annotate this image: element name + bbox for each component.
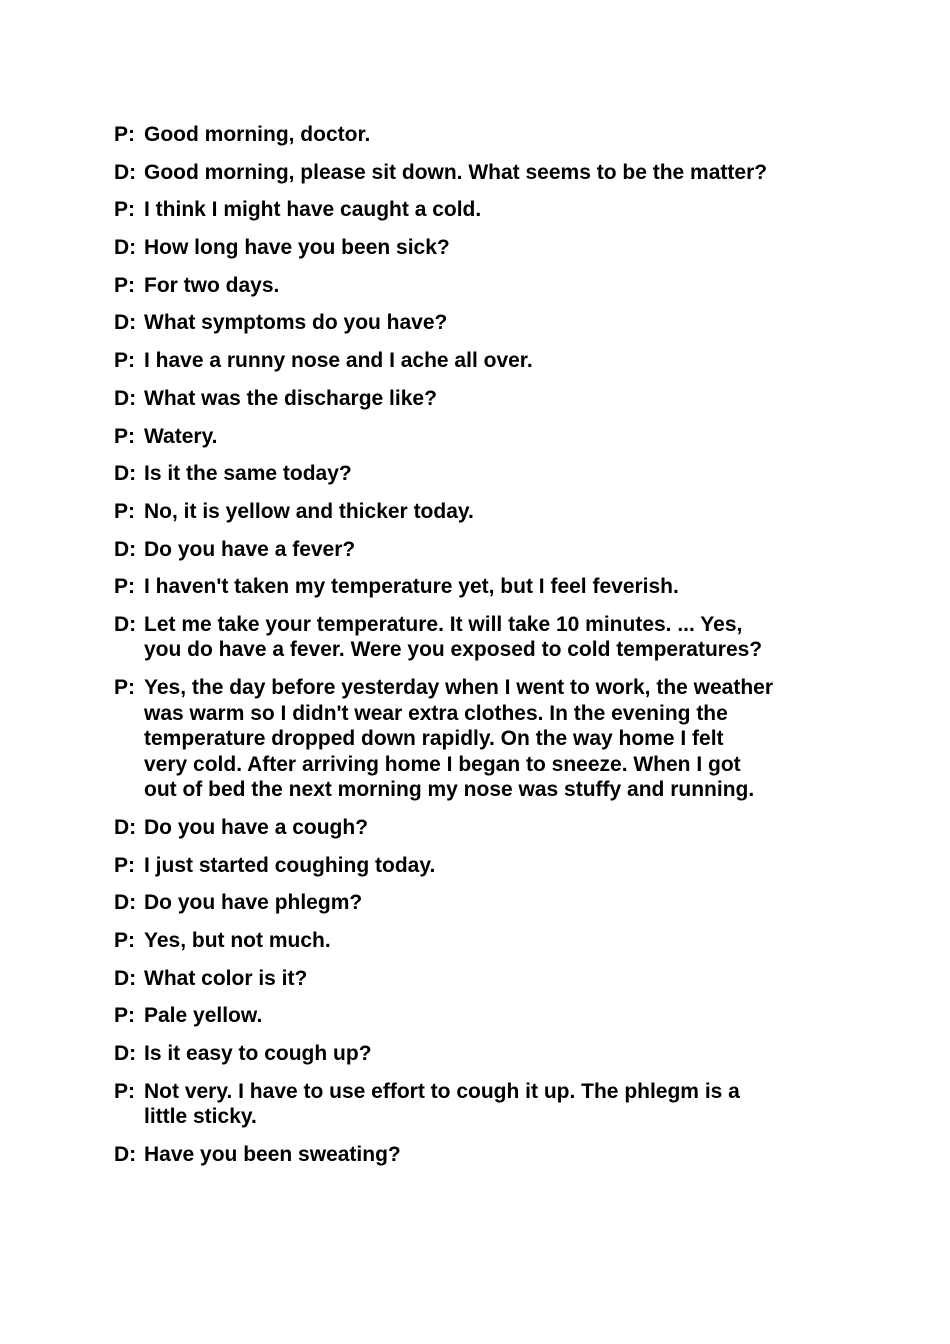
dialogue-line [114,537,824,563]
utterance-line: What symptoms do you have? [144,311,448,335]
utterance-line: How long have you been sick? [144,236,450,260]
utterance-text [144,574,824,600]
utterance-line: Let me take your temperature. It will take 10 minutes. ... Yes, [144,612,743,636]
utterance-line: I just started coughing today. [144,853,436,877]
utterance-line: Do you have a fever? [144,537,356,561]
utterance-line: No, it is yellow and thicker today. [144,499,474,523]
utterance-line: Is it the same today? [144,462,352,486]
speaker-label: D: [114,966,137,990]
utterance-text [144,310,824,336]
utterance-line: Pale yellow. [144,1004,263,1028]
dialogue-line [114,197,824,223]
dialogue-line [114,928,824,954]
dialogue-line [114,273,824,299]
speaker-label: D: [114,612,137,636]
utterance-line: Good morning, please sit down. What seems to be the matter? [144,160,768,184]
utterance-line: What was the discharge like? [144,386,437,410]
speaker-label: P: [114,123,135,146]
utterance-text [144,122,824,148]
speaker-label: P: [114,424,135,448]
utterance-line: Is it easy to cough up? [144,1041,372,1065]
utterance-line: Do you have phlegm? [144,891,363,915]
dialogue-line [114,815,824,841]
speaker-label: P: [114,928,135,952]
utterance-text [144,612,824,663]
speaker-label: D: [114,891,137,915]
utterance-text [144,1003,824,1029]
speaker-label: D: [114,537,137,561]
speaker-label: D: [114,1041,137,1065]
speaker-label: D: [114,236,137,260]
utterance-line: What color is it? [144,966,308,990]
speaker-label: D: [114,462,137,486]
utterance-line: I haven't taken my temperature yet, but I feel feverish. [144,575,679,599]
dialogue-line [114,1041,824,1067]
dialogue-line [114,675,824,803]
utterance-text [144,160,824,186]
dialogue-line [114,386,824,412]
utterance-line: you do have a fever. Were you exposed to cold temperatures? [144,638,763,662]
speaker-label: P: [114,853,135,877]
dialogue-line [114,1003,824,1029]
utterance-text [144,890,824,916]
speaker-label: D: [114,160,137,184]
utterance-line: out of bed the next morning my nose was stuffy and running. [144,778,755,802]
utterance-line: Have you been sweating? [144,1142,401,1166]
speaker-label: P: [114,1079,135,1103]
utterance-line: temperature dropped down rapidly. On the way home I felt [144,727,724,751]
dialogue-line [114,1142,824,1168]
dialogue-line [114,499,824,525]
dialogue-line [114,122,824,148]
dialogue-line [114,310,824,336]
utterance-line: For two days. [144,273,280,297]
speaker-label: P: [114,1004,135,1028]
utterance-line: I have a runny nose and I ache all over. [144,349,533,373]
utterance-text [144,675,824,803]
speaker-label: P: [114,349,135,373]
utterance-line: Good morning, doctor. [144,123,371,146]
utterance-text [144,1142,824,1168]
speaker-label: D: [114,815,137,839]
utterance-line: Yes, the day before yesterday when I went to work, the weather [144,676,774,700]
utterance-line: very cold. After arriving home I began to sneeze. When I got [144,752,741,776]
utterance-line: Yes, but not much. [144,928,331,952]
speaker-label: P: [114,499,135,523]
dialogue-transcript [114,122,824,1180]
dialogue-line [114,853,824,879]
dialogue-line [114,424,824,450]
speaker-label: P: [114,273,135,297]
utterance-text [144,424,824,450]
utterance-text [144,1079,824,1130]
utterance-text [144,499,824,525]
dialogue-line [114,890,824,916]
utterance-text [144,537,824,563]
dialogue-line [114,612,824,663]
dialogue-line [114,160,824,186]
dialogue-line [114,1079,824,1130]
utterance-text [144,966,824,992]
speaker-label: P: [114,575,135,599]
utterance-text [144,928,824,954]
utterance-line: I think I might have caught a cold. [144,198,482,222]
utterance-line: Watery. [144,424,218,448]
utterance-text [144,273,824,299]
speaker-label: P: [114,676,135,700]
dialogue-line [114,966,824,992]
dialogue-line [114,461,824,487]
utterance-line: Do you have a cough? [144,815,369,839]
utterance-text [144,461,824,487]
utterance-text [144,815,824,841]
speaker-label: P: [114,198,135,222]
dialogue-line [114,574,824,600]
utterance-text [144,386,824,412]
dialogue-line [114,348,824,374]
dialogue-line [114,235,824,261]
speaker-label: D: [114,311,137,335]
utterance-text [144,348,824,374]
utterance-line: was warm so I didn't wear extra clothes. In the evening the [144,701,728,725]
utterance-line: little sticky. [144,1105,257,1129]
utterance-text [144,1041,824,1067]
utterance-line: Not very. I have to use effort to cough it up. The phlegm is a [144,1079,740,1103]
utterance-text [144,235,824,261]
speaker-label: D: [114,1142,137,1166]
utterance-text [144,197,824,223]
utterance-text [144,853,824,879]
speaker-label: D: [114,386,137,410]
